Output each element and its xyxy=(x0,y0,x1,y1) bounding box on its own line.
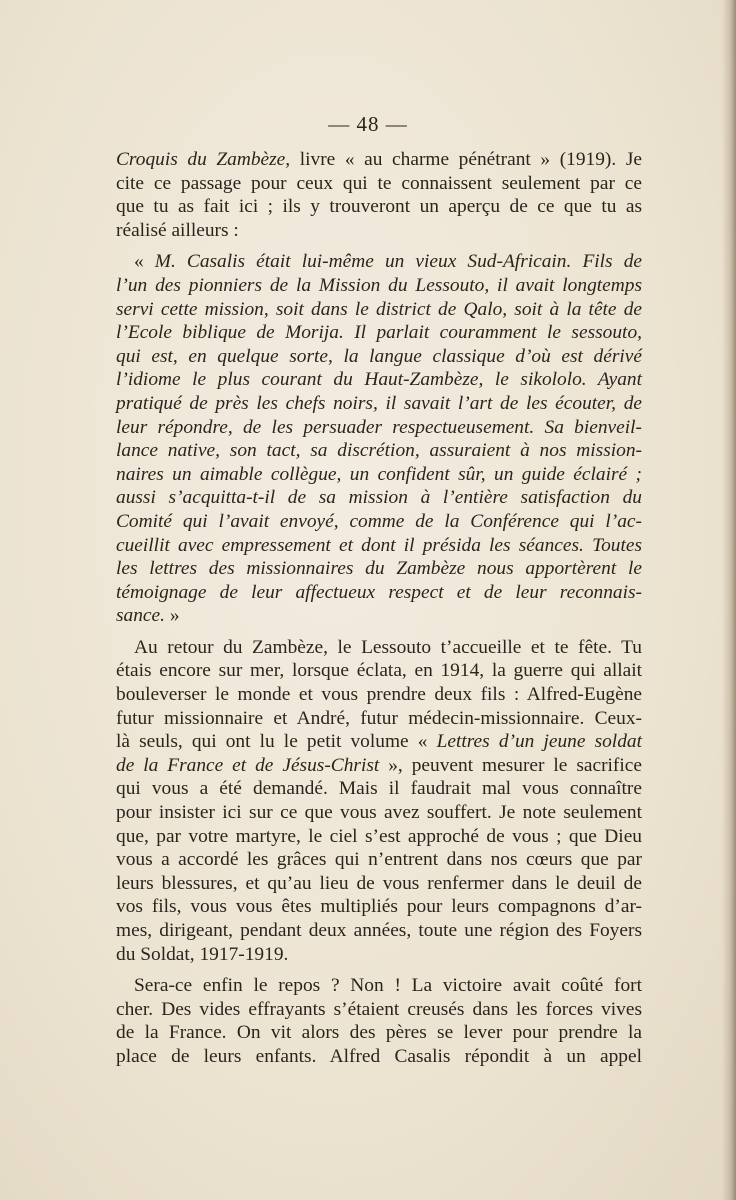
text-line xyxy=(116,486,642,510)
text-span: leurs blessures, et qu’au lieu de vous renfermer dans le deuil de xyxy=(116,872,642,894)
page-edge-shadow xyxy=(722,0,736,1200)
text-line xyxy=(116,974,642,998)
text-span: réalisé ailleurs : xyxy=(116,219,239,241)
text-line xyxy=(116,801,642,825)
text-line xyxy=(116,848,642,872)
italic-text: cueillit avec empressement et dont il présida les séances. Toutes xyxy=(116,534,642,556)
text-span: futur missionnaire et André, futur médecin-missionnaire. Ceux- xyxy=(116,707,642,729)
italic-text: M. Casalis était lui-même un vieux Sud-Africain. Fils de xyxy=(154,251,642,273)
paragraph-gap xyxy=(116,966,642,974)
text-span: vos fils, vous vous êtes multipliés pour leurs compagnons d’ar- xyxy=(116,896,642,918)
text-span: Au retour du Zambèze, le Lessouto t’accueille et te fête. Tu xyxy=(134,636,642,658)
text-span: que tu as fait ici ; ils y trouveront un aperçu de ce que tu as xyxy=(116,196,642,218)
text-line xyxy=(116,1045,642,1069)
text-line xyxy=(116,534,642,558)
text-line xyxy=(116,707,642,731)
text-line xyxy=(116,943,642,967)
text-line xyxy=(116,250,642,274)
italic-text: témoignage de leur affectueux respect et de leur reconnais- xyxy=(116,581,642,603)
text-span: Sera-ce enfin le repos ? Non ! La victoire avait coûté fort xyxy=(134,975,642,997)
page-number: — 48 — xyxy=(328,112,408,136)
italic-text: l’Ecole biblique de Morija. Il parlait couramment le sessouto, xyxy=(116,322,642,344)
text-line xyxy=(116,895,642,919)
text-line xyxy=(116,825,642,849)
italic-text: Comité qui l’avait envoyé, comme de la Conférence qui l’ac- xyxy=(116,510,642,532)
text-span: de la France. On vit alors des pères se lever pour prendre la xyxy=(116,1022,642,1044)
text-line xyxy=(116,148,642,172)
text-line xyxy=(116,659,642,683)
italic-text: leur répondre, de les persuader respectueusement. Sa bienveil- xyxy=(116,416,642,438)
text-line xyxy=(116,321,642,345)
text-line xyxy=(116,1021,642,1045)
italic-text: Lettres d’un jeune soldat xyxy=(436,731,642,753)
text-line xyxy=(116,683,642,707)
text-line xyxy=(116,416,642,440)
text-span: qui vous a été demandé. Mais il faudrait mal vous connaître xyxy=(116,778,642,800)
text-line xyxy=(116,754,642,778)
italic-text: qui est, en quelque sorte, la langue classique d’où est dérivé xyxy=(116,345,642,367)
italic-text: les lettres des missionnaires du Zambèze nous apportèrent le xyxy=(116,558,642,580)
text-span: « xyxy=(134,251,155,273)
text-span: que, par votre martyre, le ciel s’est approché de vous ; que Dieu xyxy=(116,825,642,847)
italic-text: lance native, son tact, sa discrétion, assuraient à nos mission- xyxy=(116,440,642,462)
text-span: vous a accordé les grâces qui n’entrent dans nos cœurs que par xyxy=(116,849,642,871)
text-span: livre « au charme pénétrant » (1919). Je xyxy=(290,149,642,170)
text-line xyxy=(116,368,642,392)
text-line xyxy=(116,298,642,322)
text-span: là seuls, qui ont lu le petit volume « xyxy=(116,731,437,753)
text-line xyxy=(116,730,642,754)
text-line xyxy=(116,604,642,628)
text-line xyxy=(116,510,642,534)
italic-text: naires un aimable collègue, un confident sûr, un guide éclairé ; xyxy=(116,463,642,485)
text-line xyxy=(116,998,642,1022)
italic-text: Croquis du Zambèze, xyxy=(116,149,291,170)
text-span: mes, dirigeant, pendant deux années, toute une région des Foyers xyxy=(116,920,642,941)
text-span: cite ce passage pour ceux qui te connaissent seulement par ce xyxy=(116,172,642,194)
italic-text: l’idiome le plus courant du Haut-Zambèze, le sikololo. Ayant xyxy=(116,369,642,391)
italic-text: sance. xyxy=(116,605,165,627)
text-line xyxy=(116,195,642,219)
text-line xyxy=(116,345,642,369)
paragraph-gap xyxy=(116,242,642,250)
text-span: place de leurs enfants. Alfred Casalis répondit à un appel xyxy=(116,1045,642,1067)
text-span: bouleverser le monde et vous prendre deux fils : Alfred-Eugène xyxy=(116,684,642,706)
text-line xyxy=(116,274,642,298)
text-line xyxy=(116,636,642,660)
text-line xyxy=(116,581,642,605)
text-span: cher. Des vides effrayants s’étaient creusés dans les forces vives xyxy=(116,998,642,1020)
italic-text: servi cette mission, soit dans le district de Qalo, soit à la tête de xyxy=(116,298,642,320)
text-line xyxy=(116,919,642,943)
text-span: pour insister ici sur ce que vous avez souffert. Je note seulement xyxy=(116,802,642,824)
text-line xyxy=(116,219,642,243)
italic-text: pratiqué de près les chefs noirs, il savait l’art de les écouter, de xyxy=(116,392,642,414)
text-span: du Soldat, 1917-1919. xyxy=(116,943,289,965)
text-line xyxy=(116,172,642,196)
text-line xyxy=(116,392,642,416)
body-text xyxy=(116,148,642,1069)
italic-text: aussi s’acquitta-t-il de sa mission à l’entière satisfaction du xyxy=(116,487,642,509)
italic-text: de la France et de Jésus-Christ xyxy=(116,754,380,776)
text-line xyxy=(116,439,642,463)
text-line xyxy=(116,872,642,896)
paragraph-gap xyxy=(116,628,642,636)
text-span: », peuvent mesurer le sacrifice xyxy=(379,754,642,776)
text-span: » xyxy=(165,605,180,627)
text-span: étais encore sur mer, lorsque éclata, en 1914, la guerre qui allait xyxy=(116,660,642,682)
italic-text: l’un des pionniers de la Mission du Lessouto, il avait longtemps xyxy=(116,274,642,296)
text-line xyxy=(116,777,642,801)
text-line xyxy=(116,463,642,487)
text-line xyxy=(116,557,642,581)
